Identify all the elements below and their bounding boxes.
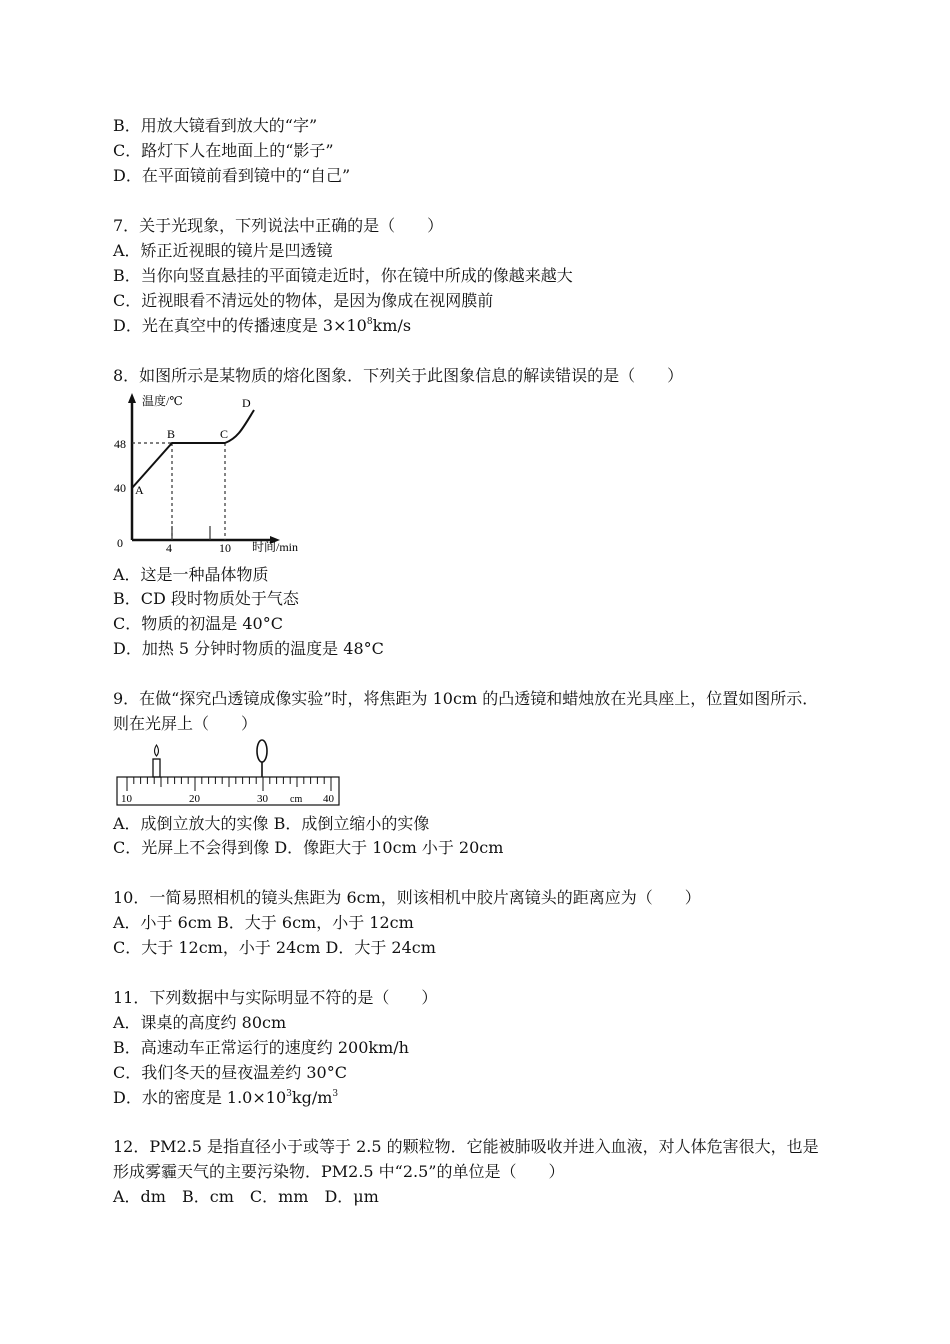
q11-stem: 11．下列数据中与实际明显不符的是（ ）	[113, 988, 438, 1007]
candle-flame	[155, 745, 159, 756]
point-a: A	[135, 483, 144, 497]
q8-option-b: B．CD 段时物质处于气态	[113, 589, 299, 608]
x-tick-4: 4	[166, 541, 172, 555]
q9-stem-line1: 9．在做“探究凸透镜成像实验”时，将焦距为 10cm 的凸透镜和蜡烛放在光具座上，位置如图所示．	[113, 689, 819, 708]
q10-options-ab: A．小于 6cm B．大于 6cm，小于 12cm	[113, 913, 414, 932]
q10-options-cd: C．大于 12cm，小于 24cm D．大于 24cm	[113, 938, 436, 957]
q9-options-cd: C．光屏上不会得到像 D．像距大于 10cm 小于 20cm	[113, 838, 504, 857]
q8-option-a: A．这是一种晶体物质	[113, 565, 269, 584]
ruler-label-40: 40	[323, 793, 334, 805]
y-tick-40: 40	[114, 481, 126, 495]
q11-option-a: A．课桌的高度约 80cm	[113, 1013, 287, 1032]
q7-stem: 7．关于光现象，下列说法中正确的是（ ）	[113, 216, 444, 235]
y-axis-arrow	[128, 393, 136, 403]
y-axis-label: 温度/℃	[142, 394, 183, 408]
point-b: B	[167, 427, 176, 441]
curve-cd	[225, 410, 254, 443]
ruler-unit: cm	[290, 794, 303, 805]
q11-option-c: C．我们冬天的昼夜温差约 30°C	[113, 1063, 347, 1082]
q7-option-b: B．当你向竖直悬挂的平面镜走近时，你在镜中所成的像越来越大	[113, 266, 573, 285]
q7-option-c: C．近视眼看不清远处的物体，是因为像成在视网膜前	[113, 291, 494, 310]
ruler-ticks	[127, 777, 331, 791]
q9-stem-line2: 则在光屏上（ ）	[113, 714, 258, 733]
q7-option-d: D．光在真空中的传播速度是 $3\times 10^8km/s$	[113, 316, 412, 335]
q11-option-b: B．高速动车正常运行的速度约 200km/h	[113, 1038, 409, 1057]
ruler-label-20: 20	[189, 793, 200, 805]
q12-options: A．dm B．cm C．mm D．μm	[113, 1187, 379, 1206]
q10-stem: 10．一简易照相机的镜头焦距为 6cm，则该相机中胶片离镜头的距离应为（ ）	[113, 888, 701, 907]
ruler-label-10: 10	[121, 793, 132, 805]
q11-option-d: D．水的密度是 $1.0\times 10^3kg/m^3$	[113, 1088, 339, 1107]
optical-bench	[113, 737, 345, 809]
x-axis-label: 时间/min	[252, 540, 299, 554]
curve-abc	[132, 443, 225, 488]
y-tick-48: 48	[114, 437, 126, 451]
candle	[153, 759, 160, 777]
q7-option-a: A．矫正近视眼的镜片是凹透镜	[113, 241, 333, 260]
q8-option-d: D．加热 5 分钟时物质的温度是 48°C	[113, 639, 384, 658]
q6-option-c: C．路灯下人在地面上的“影子”	[113, 141, 334, 160]
q6-option-d: D．在平面镜前看到镜中的“自己”	[113, 166, 351, 185]
q8-option-c: C．物质的初温是 40°C	[113, 614, 283, 633]
x-tick-10: 10	[219, 541, 231, 555]
melting-graph	[110, 390, 320, 560]
origin-label: 0	[117, 536, 123, 550]
point-d: D	[242, 396, 251, 410]
q6-option-b: B．用放大镜看到放大的“字”	[113, 116, 318, 135]
ruler-label-30: 30	[257, 793, 268, 805]
convex-lens	[257, 740, 267, 762]
q8-stem: 8．如图所示是某物质的熔化图象．下列关于此图象信息的解读错误的是（ ）	[113, 366, 684, 385]
point-c: C	[220, 427, 229, 441]
q9-options-ab: A．成倒立放大的实像 B．成倒立缩小的实像	[113, 814, 430, 833]
q12-stem-line2: 形成雾霾天气的主要污染物．PM2.5 中“2.5”的单位是（ ）	[113, 1162, 565, 1181]
ruler	[117, 777, 339, 805]
q12-stem-line1: 12．PM2.5 是指直径小于或等于 2.5 的颗粒物．它能被肺吸收并进入血液，对人体危害很大，也是	[113, 1137, 819, 1156]
